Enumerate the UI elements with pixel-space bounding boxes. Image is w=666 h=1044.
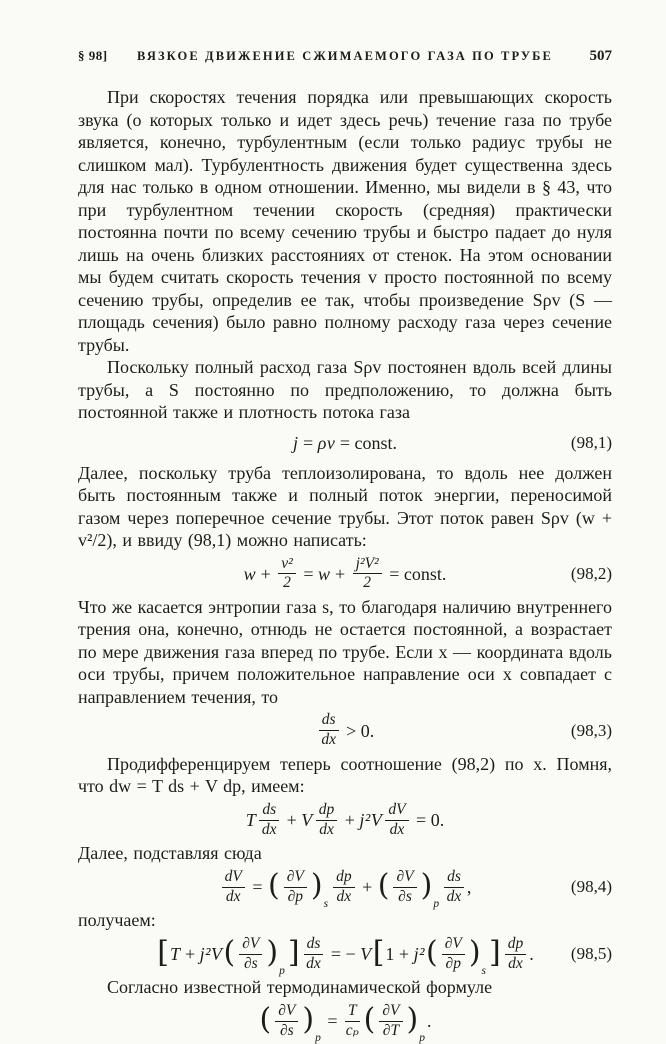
fraction-numerator: dp — [333, 869, 355, 888]
fraction — [316, 802, 338, 838]
fraction-numerator: ds — [259, 802, 279, 821]
math-text: > 0. — [341, 720, 375, 741]
math-variable: j² — [413, 944, 425, 965]
fraction-numerator: dp — [505, 936, 527, 955]
fraction-denominator: dx — [508, 954, 523, 972]
fraction-denominator: dx — [446, 887, 462, 905]
fraction — [442, 936, 465, 972]
math-variable: V — [301, 810, 313, 831]
math-variable: w — [243, 563, 257, 584]
paragraph-flow-speed: При скоростях течения порядка или превышающих скорость звука (о которых только и идет здесь речь) течение газа по трубе является, конечно, турбулентным (если только радиус трубы не слишком мал). Турбулентность движения будет существенна здесь для нас только в одном отношении. Именно, мы видели в § 43, что при турбулентном течении скорость (средняя) практически постоянна почти по всему сечению трубы и быстро падает до нуля лишь на очень близких расстояниях от стенок. На этом основании мы будем считать скорость течения v просто постоянной по всему сечению трубы, определив ее так, чтобы произведение Sρv (S — площадь сечения) было равно полному расходу газа через сечение трубы. — [78, 87, 612, 355]
math-text: + — [330, 563, 350, 584]
math-variable: j²V — [199, 944, 223, 965]
fraction — [275, 1003, 298, 1039]
fraction-denominator: ∂p — [287, 887, 304, 905]
fraction-numerator: v² — [278, 556, 296, 575]
fraction-numerator: ∂V — [284, 869, 307, 888]
fraction-numerator: ∂V — [275, 1003, 298, 1022]
math-text: = − — [326, 944, 361, 965]
paragraph-differentiate: Продифференцируем теперь соотношение (98,2) по x. Помня, что dw = T ds + V dp, имеем: — [78, 753, 612, 797]
fraction — [319, 712, 339, 748]
fraction — [379, 1003, 402, 1039]
paragraph-thermodynamic-formula: Согласно известной термодинамической формуле — [107, 977, 493, 998]
equation-number: (98,2) — [570, 563, 612, 583]
math-text: = 0. — [411, 810, 445, 831]
math-text: 1 + — [385, 944, 414, 965]
fraction — [393, 869, 416, 905]
equation-98-1 — [78, 428, 612, 458]
fraction-denominator: ∂T — [382, 1021, 400, 1039]
fraction-denominator: dx — [319, 820, 334, 838]
paragraph-substituting: Далее, подставляя сюда — [78, 843, 262, 864]
fraction-numerator: ds — [444, 869, 464, 888]
fraction-numerator: ds — [319, 712, 339, 731]
math-text: . — [529, 944, 534, 965]
paragraph-entropy: Что же касается энтропии газа s, то благодаря наличию внутреннего трения она, конечно, отнюдь не остается постоянной, а возрастает по мере движения газа вперед по трубе. Если x — координата вдоль оси трубы, причем положительное направление оси x совпадает с направлением течения, то — [78, 596, 612, 707]
equation-body: ( $\frac{\partial V}{\partial s}$ ) p = $\frac{T}{\text{cₚ}}$ ( $\frac{\partial V}{\partial T}$ ) p . — [259, 1001, 432, 1044]
equation-unnumbered-1 — [78, 802, 612, 838]
math-text: = const. — [384, 563, 447, 584]
math-text: = — [322, 1011, 343, 1032]
delimiter-subscript: p — [315, 1031, 321, 1044]
equation-number: (98,5) — [570, 944, 612, 964]
equation-number: (98,1) — [570, 432, 612, 452]
fraction-denominator: 2 — [283, 574, 291, 592]
fraction-denominator: ∂p — [445, 954, 461, 972]
fraction — [259, 802, 279, 838]
fraction — [345, 1003, 360, 1039]
math-text: + — [357, 877, 377, 898]
fraction-denominator: cₚ — [345, 1021, 359, 1039]
fraction-numerator: dV — [222, 869, 245, 888]
fraction — [333, 869, 355, 905]
math-variable: j²V — [359, 810, 383, 831]
running-title: ВЯЗКОЕ ДВИЖЕНИЕ СЖИМАЕМОГО ГАЗА ПО ТРУБЕ — [137, 49, 553, 63]
math-text: = — [298, 432, 318, 453]
fraction-denominator: ∂s — [243, 954, 258, 972]
fraction — [505, 936, 527, 972]
page-number: 507 — [589, 48, 612, 64]
math-variable: ρv — [317, 432, 336, 453]
math-text: = const. — [335, 432, 397, 453]
fraction-denominator: 2 — [363, 574, 372, 592]
equation-98-3 — [78, 712, 612, 748]
math-text: + — [340, 810, 360, 831]
fraction-numerator: j²V² — [353, 556, 382, 575]
fraction-denominator: dx — [306, 954, 321, 972]
fraction — [222, 869, 245, 905]
paragraph-mass-flux: Поскольку полный расход газа Sρv постоянен вдоль всей длины трубы, а S постоянно по предположению, то должна быть постоянной также и плотность потока газа — [78, 357, 612, 422]
math-text: + — [282, 810, 302, 831]
fraction — [284, 869, 307, 905]
equation-body — [244, 556, 447, 592]
fraction-numerator: dp — [316, 802, 338, 821]
delimiter-subscript: s — [481, 964, 487, 977]
math-text: = — [247, 877, 268, 898]
math-variable: T — [169, 944, 181, 965]
equation-98-5 — [78, 934, 612, 977]
fraction-numerator: ∂V — [379, 1003, 402, 1022]
equation-number: (98,3) — [570, 720, 612, 740]
equation-body — [316, 712, 374, 748]
equation-number: (98,4) — [570, 877, 612, 897]
fraction-numerator: T — [345, 1003, 360, 1022]
math-text: + — [256, 563, 276, 584]
math-text: = — [298, 563, 318, 584]
equation-unnumbered-2 — [78, 1001, 612, 1044]
equation-body: $\frac{dV}{dx}$ = ( $\frac{\partial V}{\partial p}$ ) s $\frac{dp}{dx}$ + ( $\frac{\partial V}{\partial s}$ ) p $\frac{ds}{dx}$ , — [219, 869, 472, 905]
fraction-numerator: ∂V — [239, 936, 262, 955]
fraction — [353, 556, 382, 592]
fraction-denominator: dx — [336, 887, 352, 905]
delimiter-subscript: p — [419, 1031, 425, 1044]
math-variable: j — [293, 432, 299, 453]
paragraph-we-obtain: получаем: — [78, 910, 156, 931]
delimiter-subscript: p — [433, 897, 440, 910]
fraction — [278, 556, 296, 592]
fraction — [239, 936, 262, 972]
fraction-numerator: ∂V — [442, 936, 465, 955]
equation-98-2 — [78, 556, 612, 592]
math-variable: w — [317, 563, 331, 584]
fraction-numerator: ∂V — [393, 869, 416, 888]
fraction-denominator: ∂s — [279, 1021, 294, 1039]
section-marker: § 98] — [78, 48, 108, 63]
math-variable: T — [245, 810, 257, 831]
paragraph-energy-flux: Далее, поскольку труба теплоизолирована, то вдоль нее должен быть постоянным также и полный поток энергии, переносимой газом через поперечное сечение трубы. Этот поток равен Sρv (w + v²/2), и ввиду (98,1) можно написать: — [78, 462, 612, 550]
fraction-denominator: dx — [321, 731, 336, 749]
fraction — [444, 869, 464, 905]
equation-body — [293, 434, 397, 452]
fraction-numerator: ds — [304, 936, 324, 955]
delimiter-subscript: s — [323, 897, 329, 910]
math-text: + — [180, 944, 200, 965]
math-text: . — [426, 1011, 432, 1032]
fraction — [304, 936, 324, 972]
math-text: , — [466, 877, 472, 898]
fraction-denominator: dx — [225, 887, 241, 905]
math-variable: V — [360, 944, 372, 965]
fraction-numerator: dV — [385, 802, 408, 821]
page-header — [78, 48, 612, 65]
fraction — [385, 802, 408, 838]
equation-body: [ T + j²V ( $\frac{\partial V}{\partial s}$ ) p ] $\frac{ds}{dx}$ = − V [ 1 + j² ( $\frac{\partial V}{\partial p}$ ) s ] $\frac{dp}{dx}$ . — [157, 934, 534, 977]
equation-body — [246, 802, 444, 838]
fraction-denominator: dx — [389, 820, 405, 838]
fraction-denominator: ∂s — [398, 887, 412, 905]
equation-98-4 — [78, 867, 612, 910]
fraction-denominator: dx — [261, 820, 277, 838]
delimiter-subscript: p — [279, 964, 285, 977]
